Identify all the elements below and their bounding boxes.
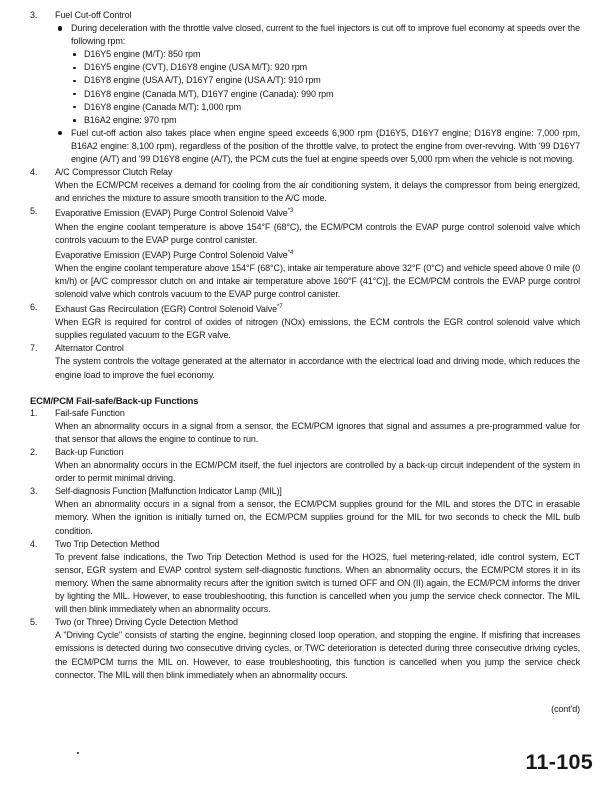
bullet-text: During deceleration with the throttle valve closed, current to the fuel injectors is cut off to improve fuel economy at speeds over the following rpm:	[71, 23, 580, 47]
list-item-alternator	[30, 342, 580, 381]
list-item-two-trip-detection	[30, 538, 580, 617]
scan-artifact-dot	[77, 752, 79, 754]
item-title: Fail-safe Function	[55, 407, 125, 418]
list-item-ac-compressor	[30, 166, 580, 205]
sub-bullet-item	[71, 101, 580, 114]
footnote-marker: *7	[277, 304, 283, 311]
item-title: Two Trip Detection Method	[55, 538, 160, 549]
page-number: 11-105	[525, 750, 593, 774]
sub-bullet-icon	[73, 119, 76, 122]
sub-bullet-item	[71, 114, 580, 127]
sub-bullet-icon	[73, 106, 76, 109]
list-item-fuel-cutoff	[30, 9, 580, 166]
item-paragraph: A "Driving Cycle" consists of starting the engine, beginning closed loop operation, and stopping the engine. If misfiring that increases emissions is detected during two consecutive driving cycles, or TWC deterioration is detected during three consecutive driving cycles, the ECM/PCM turns the MIL on. However, to ease troubleshooting, this function is cancelled when you jump the service check connector. The MIL will then blink immediately when an abnormality occurs.	[55, 630, 580, 680]
continued-label: (cont'd)	[551, 703, 580, 714]
item-paragraph: When an abnormality occurs in a signal from a sensor, the ECM/PCM ignores that signal and assumes a pre-programmed value for that sensor that allows the engine to continue to run.	[55, 420, 580, 444]
list-item-driving-cycle-detection	[30, 616, 580, 681]
item-title: A/C Compressor Clutch Relay	[55, 167, 173, 178]
bullet-item	[55, 22, 580, 127]
sub-bullet-icon	[73, 80, 76, 83]
item-number: 6.	[30, 302, 38, 313]
list-item-backup-function	[30, 446, 580, 485]
item-number: 4.	[30, 538, 38, 549]
item-title: Alternator Control	[55, 343, 124, 354]
section-heading: ECM/PCM Fail-safe/Back-up Functions	[30, 394, 199, 406]
item-paragraph: When the engine coolant temperature above 154°F (68°C), intake air temperature above 32°F (0°C) and vehicle speed above 0 mile (0 km/h) or [A/C compressor clutch on and intake air temperature above 160°F (41°C)], the ECM/PCM controls the EVAP purge control solenoid valve which controls vacuum to the EVAP purge control canister.	[55, 262, 580, 299]
item-paragraph: When the engine coolant temperature is above 154°F (68°C), the ECM/PCM controls the EVAP purge control solenoid valve which controls vacuum to the EVAP purge control canister.	[55, 221, 580, 245]
sub-bullet-icon	[73, 67, 76, 70]
item-paragraph: When an abnormality occurs in a signal from a sensor, the ECM/PCM supplies ground for the MIL and stores the DTC in erasable memory. When the ignition is initially turned on, the ECM/PCM supplies ground for the MIL for two seconds to check the MIL bulb condition.	[55, 499, 580, 536]
item-title: Fuel Cut-off Control	[55, 10, 132, 20]
item-number: 3.	[30, 486, 38, 497]
list-item-failsafe-function	[30, 407, 580, 446]
item-number: 5.	[30, 617, 38, 628]
item-number: 5.	[30, 206, 38, 217]
list-item-self-diagnosis	[30, 485, 580, 537]
footnote-marker: *3	[287, 208, 294, 215]
item-title: Two (or Three) Driving Cycle Detection Method	[55, 617, 238, 628]
sub-bullet-text: D16Y5 engine (CVT), D16Y8 engine (USA M/T): 920 rpm	[84, 62, 308, 73]
bullet-item	[55, 127, 580, 166]
sub-bullet-text: D16Y8 engine (USA A/T), D16Y7 engine (USA A/T): 910 rpm	[84, 75, 321, 86]
bullet-text: Fuel cut-off action also takes place when engine speed exceeds 6,900 rpm (D16Y5, D16Y7 engine; D16Y8 engine: 7,000 rpm, B16A2 engine: 8,100 rpm), regardless of the position of the throttle valve, to protect the engine from over-revving. With '99 D16Y7 engine (A/T) and '99 D16Y8 engine (A/T), the PCM cuts the fuel at engine speeds over 5,000 rpm when the vehicle is not moving.	[71, 127, 580, 165]
item-paragraph: When the ECM/PCM receives a demand for cooling from the air conditioning system, it delays the compressor from being energized, and enriches the mixture to assure smooth transition to the A/C mode.	[55, 180, 580, 204]
sub-bullet-icon	[73, 93, 76, 96]
item-number: 3.	[30, 10, 38, 20]
sub-bullet-text: D16Y5 engine (M/T): 850 rpm	[84, 49, 201, 60]
list-item-egr-valve	[30, 301, 580, 342]
footnote-marker: *4	[287, 249, 294, 256]
item-paragraph: To prevent false indications, the Two Trip Detection Method is used for the HO2S, fuel metering-related, idle control system, ECT sensor, EGR system and EVAP control system self-diagnostic functions. When an abnormality occurs, the ECM/PCM stores it in its memory. When the same abnormality recurs after the ignition switch is turned OFF and ON (II) again, the ECM/PCM informs the driver by lighting the MIL. However, to ease troubleshooting, this function is cancelled when you jump the service check connector. The MIL will then blink immediately when an abnormality occurs.	[55, 551, 580, 615]
sub-bullet-text: B16A2 engine: 970 rpm	[84, 114, 177, 125]
sub-bullet-text: D16Y8 engine (Canada M/T), D16Y7 engine (Canada): 990 rpm	[84, 88, 334, 99]
item-title: Self-diagnosis Function [Malfunction Indicator Lamp (MIL)]	[55, 486, 282, 497]
sub-bullet-item	[71, 61, 580, 74]
item-paragraph: When an abnormality occurs in the ECM/PCM itself, the fuel injectors are controlled by a back-up circuit independent of the system in order to permit minimal driving.	[55, 460, 580, 484]
item-paragraph: When EGR is required for control of oxides of nitrogen (NOx) emissions, the ECM controls the EGR control solenoid valve which supplies regulated vacuum to the EGR valve.	[55, 317, 580, 341]
sub-bullet-item	[71, 48, 580, 61]
list-item-evap-valve	[30, 205, 580, 301]
item-subtitle: Evaporative Emission (EVAP) Purge Control Solenoid Valve$^{*4}$	[55, 249, 294, 260]
item-title: Exhaust Gas Recirculation (EGR) Control Solenoid Valve$^{*7}$	[55, 304, 283, 315]
sub-bullet-item	[71, 74, 580, 87]
item-number: 4.	[30, 167, 38, 178]
sub-bullet-icon	[73, 53, 76, 56]
item-number: 7.	[30, 343, 38, 354]
sub-bullet-text: D16Y8 engine (Canada M/T): 1,000 rpm	[84, 101, 241, 112]
bullet-icon	[58, 26, 62, 30]
item-number: 2.	[30, 447, 38, 457]
item-paragraph: The system controls the voltage generated at the alternator in accordance with the electrical load and driving mode, which reduces the engine load to improve the fuel economy.	[55, 356, 580, 380]
sub-bullet-item	[71, 88, 580, 101]
item-number: 1.	[30, 407, 38, 418]
bullet-icon	[58, 131, 62, 135]
item-title: Evaporative Emission (EVAP) Purge Control Solenoid Valve$^{*3}$	[55, 208, 294, 219]
item-title: Back-up Function	[55, 447, 124, 457]
